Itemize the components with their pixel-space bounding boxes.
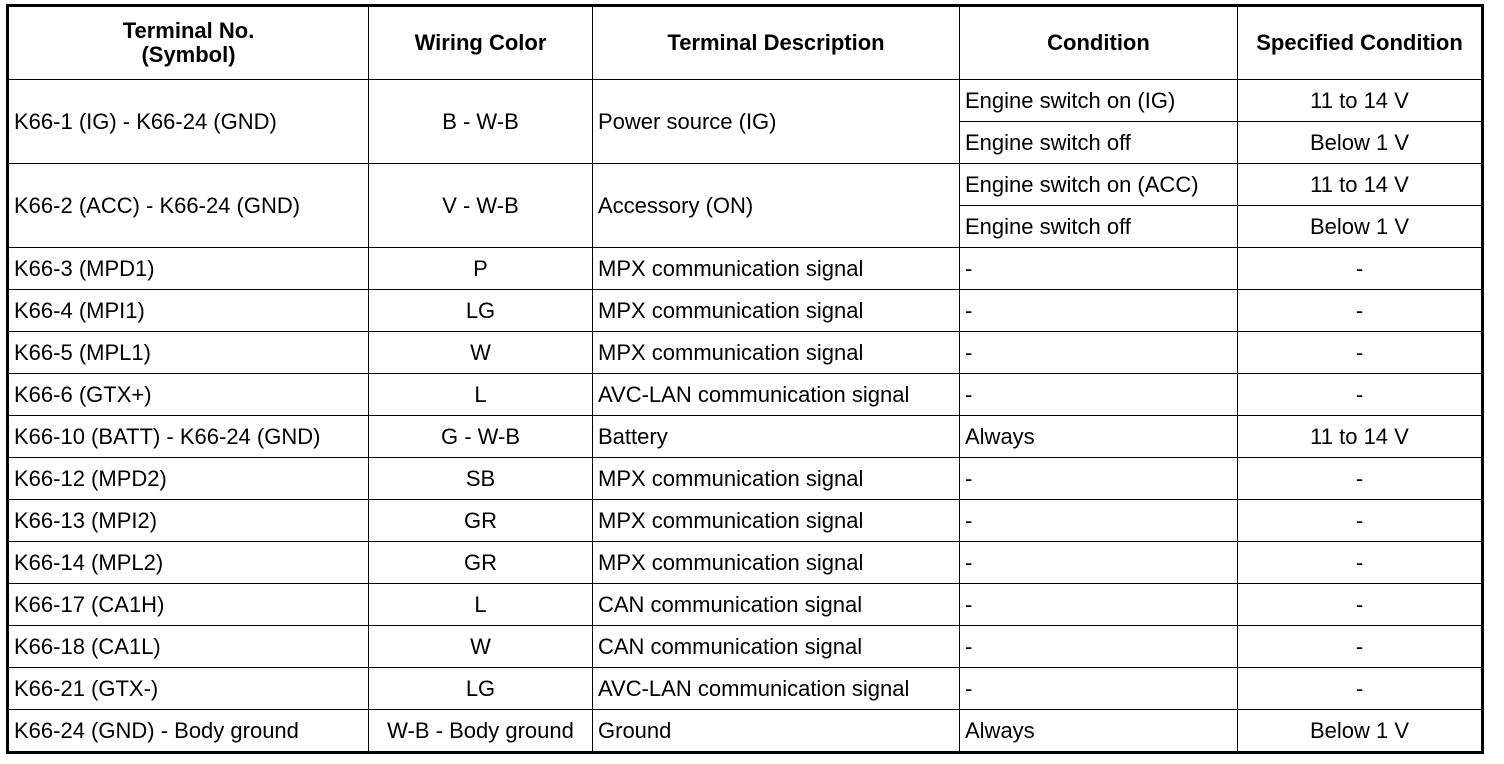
condition-cell: - [960, 374, 1238, 416]
condition-cell: - [960, 248, 1238, 290]
condition-cell: Engine switch off [960, 122, 1238, 164]
specified-condition-cell: - [1238, 458, 1483, 500]
specified-condition-cell: Below 1 V [1238, 206, 1483, 248]
specified-condition-cell: - [1238, 500, 1483, 542]
specified-condition-cell: - [1238, 248, 1483, 290]
terminal-description-cell: AVC-LAN communication signal [593, 374, 960, 416]
table-row [8, 626, 1483, 668]
terminal-description-cell: Battery [593, 416, 960, 458]
wiring-color-cell: P [369, 248, 593, 290]
table-header [8, 6, 1483, 80]
specified-condition-cell: - [1238, 584, 1483, 626]
wiring-color-cell: L [369, 584, 593, 626]
terminal-cell: K66-3 (MPD1) [8, 248, 369, 290]
condition-cell: Always [960, 416, 1238, 458]
terminal-cell: K66-6 (GTX+) [8, 374, 369, 416]
wiring-color-cell: B - W-B [369, 80, 593, 164]
condition-cell: - [960, 542, 1238, 584]
terminal-cell: K66-21 (GTX-) [8, 668, 369, 710]
condition-cell: - [960, 332, 1238, 374]
terminal-description-cell: MPX communication signal [593, 458, 960, 500]
header-row [8, 6, 1483, 80]
terminal-cell: K66-24 (GND) - Body ground [8, 710, 369, 753]
wiring-color-cell: LG [369, 668, 593, 710]
condition-cell: - [960, 290, 1238, 332]
condition-cell: Engine switch on (IG) [960, 80, 1238, 122]
table-row [8, 500, 1483, 542]
header-wiring-color: Wiring Color [369, 6, 593, 80]
wiring-color-cell: W [369, 332, 593, 374]
table-row [8, 164, 1483, 206]
table-row [8, 332, 1483, 374]
condition-cell: - [960, 458, 1238, 500]
terminal-cell: K66-2 (ACC) - K66-24 (GND) [8, 164, 369, 248]
specified-condition-cell: 11 to 14 V [1238, 416, 1483, 458]
terminal-cell: K66-1 (IG) - K66-24 (GND) [8, 80, 369, 164]
terminal-description-cell: Accessory (ON) [593, 164, 960, 248]
header-terminal-line1: Terminal No. [122, 18, 255, 43]
terminal-cell: K66-13 (MPI2) [8, 500, 369, 542]
terminal-cell: K66-4 (MPI1) [8, 290, 369, 332]
table-row [8, 416, 1483, 458]
wiring-color-cell: W [369, 626, 593, 668]
wiring-color-cell: L [369, 374, 593, 416]
terminal-cell: K66-12 (MPD2) [8, 458, 369, 500]
specified-condition-cell: Below 1 V [1238, 710, 1483, 753]
terminal-description-cell: MPX communication signal [593, 542, 960, 584]
header-specified-condition: Specified Condition [1238, 6, 1483, 80]
condition-cell: Engine switch on (ACC) [960, 164, 1238, 206]
table-row [8, 80, 1483, 122]
table-row [8, 668, 1483, 710]
specified-condition-cell: - [1238, 332, 1483, 374]
condition-cell: - [960, 584, 1238, 626]
condition-cell: Always [960, 710, 1238, 753]
table-row [8, 710, 1483, 753]
header-condition: Condition [960, 6, 1238, 80]
terminal-description-cell: CAN communication signal [593, 626, 960, 668]
condition-cell: - [960, 668, 1238, 710]
table-row [8, 248, 1483, 290]
wiring-color-cell: GR [369, 542, 593, 584]
table-row [8, 542, 1483, 584]
terminal-description-cell: MPX communication signal [593, 248, 960, 290]
terminal-description-cell: Power source (IG) [593, 80, 960, 164]
specified-condition-cell: 11 to 14 V [1238, 80, 1483, 122]
table-row [8, 584, 1483, 626]
terminal-description-cell: AVC-LAN communication signal [593, 668, 960, 710]
wiring-color-cell: GR [369, 500, 593, 542]
terminal-description-cell: Ground [593, 710, 960, 753]
wiring-color-cell: G - W-B [369, 416, 593, 458]
specified-condition-cell: - [1238, 290, 1483, 332]
wiring-color-cell: SB [369, 458, 593, 500]
table-row [8, 374, 1483, 416]
specified-condition-cell: Below 1 V [1238, 122, 1483, 164]
table-body [8, 80, 1483, 753]
terminal-spec-table [6, 4, 1484, 754]
specified-condition-cell: - [1238, 626, 1483, 668]
table-row [8, 290, 1483, 332]
terminal-description-cell: MPX communication signal [593, 500, 960, 542]
specified-condition-cell: - [1238, 668, 1483, 710]
terminal-cell: K66-10 (BATT) - K66-24 (GND) [8, 416, 369, 458]
condition-cell: Engine switch off [960, 206, 1238, 248]
header-terminal-line2: (Symbol) [141, 42, 236, 67]
terminal-cell: K66-18 (CA1L) [8, 626, 369, 668]
specified-condition-cell: 11 to 14 V [1238, 164, 1483, 206]
terminal-description-cell: CAN communication signal [593, 584, 960, 626]
condition-cell: - [960, 500, 1238, 542]
table-row [8, 458, 1483, 500]
specified-condition-cell: - [1238, 542, 1483, 584]
header-terminal [8, 6, 369, 80]
terminal-description-cell: MPX communication signal [593, 332, 960, 374]
terminal-cell: K66-14 (MPL2) [8, 542, 369, 584]
wiring-color-cell: LG [369, 290, 593, 332]
specified-condition-cell: - [1238, 374, 1483, 416]
header-terminal-description: Terminal Description [593, 6, 960, 80]
terminal-cell: K66-5 (MPL1) [8, 332, 369, 374]
wiring-color-cell: V - W-B [369, 164, 593, 248]
wiring-color-cell: W-B - Body ground [369, 710, 593, 753]
condition-cell: - [960, 626, 1238, 668]
terminal-description-cell: MPX communication signal [593, 290, 960, 332]
terminal-cell: K66-17 (CA1H) [8, 584, 369, 626]
